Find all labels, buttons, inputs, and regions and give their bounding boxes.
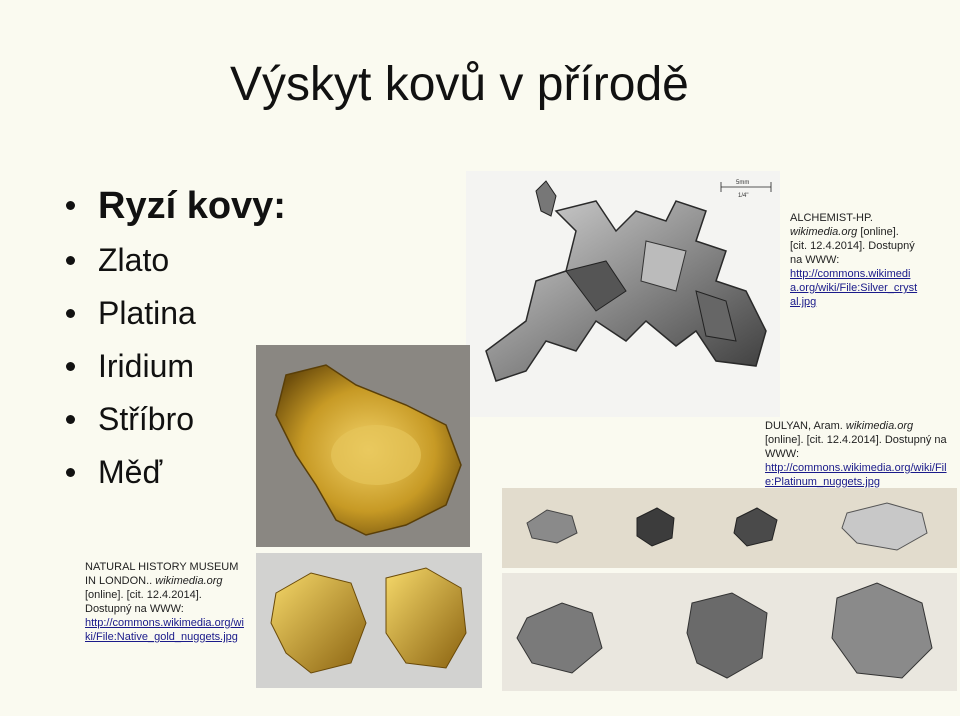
gold-crystal-image xyxy=(256,345,470,547)
citation-gold-site: wikimedia.org xyxy=(155,575,223,587)
citation-silver-author: ALCHEMIST-HP. xyxy=(790,212,873,224)
citation-gold-details: [online]. [cit. 12.4.2014]. Dostupný na WWW: xyxy=(85,589,202,615)
bullet-item-iridium: Iridium xyxy=(60,340,286,393)
citation-platinum-site: wikimedia.org xyxy=(845,420,914,432)
citation-platinum xyxy=(765,419,955,489)
bullet-item-med: Měď xyxy=(60,446,286,499)
bullet-item-platina: Platina xyxy=(60,287,286,340)
bullet-heading: Ryzí kovy: xyxy=(60,178,286,234)
scale-bar-top-label: 5mm xyxy=(736,180,750,186)
citation-platinum-author: DULYAN, Aram. xyxy=(765,420,843,432)
silver-crystal-image xyxy=(466,171,780,417)
citation-gold xyxy=(85,560,245,644)
bullet-list xyxy=(60,178,286,499)
bullet-item-zlato: Zlato xyxy=(60,234,286,287)
bullet-item-stribro: Stříbro xyxy=(60,393,286,446)
citation-platinum-link[interactable]: http://commons.wikimedia.org/wiki/File:Platinum_nuggets.jpg xyxy=(765,462,947,488)
citation-silver-details: [online]. [cit. 12.4.2014]. Dostupný na WWW: xyxy=(790,226,915,266)
citation-gold-author: NATURAL HISTORY MUSEUM IN LONDON.. xyxy=(85,561,239,587)
scale-bar-bottom-label: 1/4" xyxy=(738,193,749,199)
gold-nuggets-image xyxy=(256,553,482,688)
slide-title: Výskyt kovů v přírodě xyxy=(230,58,689,111)
platinum-nuggets-image xyxy=(502,488,957,568)
citation-silver xyxy=(790,211,918,309)
citation-silver-site: wikimedia.org xyxy=(790,226,858,238)
citation-platinum-details: [online]. [cit. 12.4.2014]. Dostupný na WWW: xyxy=(765,434,947,460)
citation-silver-link[interactable]: http://commons.wikimedia.org/wiki/File:Silver_crystal.jpg xyxy=(790,268,918,308)
platinum-nuggets-image-2 xyxy=(502,573,957,691)
citation-gold-link[interactable]: http://commons.wikimedia.org/wiki/File:Native_gold_nuggets.jpg xyxy=(85,617,244,643)
